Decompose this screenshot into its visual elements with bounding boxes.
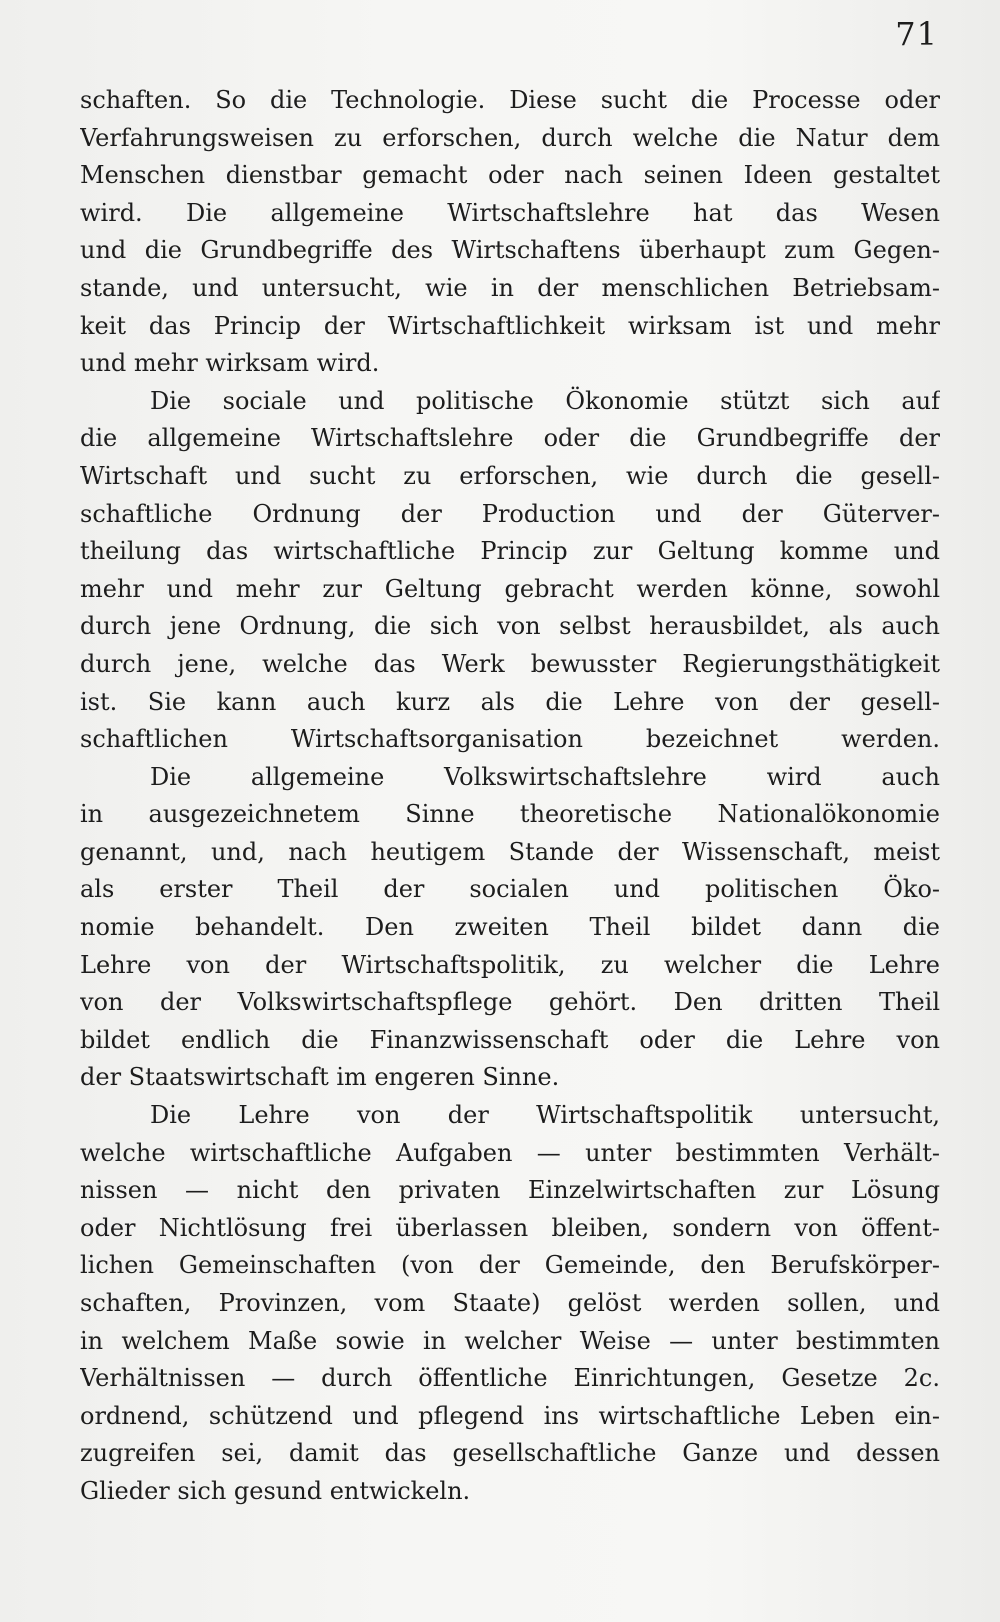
text-line: wird. Die allgemeine Wirtschaftslehre hat das Wesen	[80, 198, 940, 227]
text-line: zugreifen sei, damit das gesellschaftliche Ganze und dessen	[80, 1439, 940, 1468]
text-line: schaftlichen Wirtschaftsorganisation bezeichnet werden.	[80, 725, 940, 754]
text-line: die allgemeine Wirtschaftslehre oder die Grundbegriffe der	[80, 424, 940, 453]
text-line: bildet endlich die Finanzwissenschaft oder die Lehre von	[80, 1025, 940, 1054]
text-line: Lehre von der Wirtschaftspolitik, zu welcher die Lehre	[80, 950, 940, 979]
text-line: Verhältnissen — durch öffentliche Einrichtungen, Gesetze 2c.	[80, 1364, 940, 1393]
text-line: Verfahrungsweisen zu erforschen, durch welche die Natur dem	[80, 123, 940, 152]
text-line: der Staatswirtschaft im engeren Sinne.	[80, 1063, 560, 1092]
text-line: nomie behandelt. Den zweiten Theil bildet dann die	[80, 913, 940, 942]
text-line: als erster Theil der socialen und politischen Öko-	[80, 875, 940, 904]
text-line: Menschen dienstbar gemacht oder nach seinen Ideen gestaltet	[80, 161, 940, 190]
text-line: Die Lehre von der Wirtschaftspolitik untersucht,	[150, 1101, 940, 1130]
text-line: und mehr wirksam wird.	[80, 349, 380, 378]
text-line: Glieder sich gesund entwickeln.	[80, 1476, 471, 1505]
text-line: Die allgemeine Volkswirtschaftslehre wird auch	[150, 762, 940, 791]
text-line: schaften. So die Technologie. Diese sucht die Processe oder	[80, 86, 940, 114]
text-line: genannt, und, nach heutigem Stande der Wissenschaft, meist	[80, 837, 940, 866]
text-line: und die Grundbegriffe des Wirtschaftens überhaupt zum Gegen-	[80, 236, 940, 265]
text-line: oder Nichtlösung frei überlassen bleiben, sondern von öffent-	[80, 1213, 940, 1242]
text-line: schaftliche Ordnung der Production und der Güterver-	[80, 499, 940, 528]
body-text	[80, 82, 940, 1511]
text-line: lichen Gemeinschaften (von der Gemeinde, den Berufskörper-	[80, 1251, 940, 1280]
text-line: in ausgezeichnetem Sinne theoretische Nationalökonomie	[80, 800, 940, 829]
text-line: von der Volkswirtschaftspflege gehört. Den dritten Theil	[80, 988, 940, 1017]
page-number: 71	[895, 15, 938, 53]
paragraph	[80, 1097, 940, 1511]
text-line: durch jene, welche das Werk bewusster Regierungsthätigkeit	[80, 649, 940, 678]
text-line: in welchem Maße sowie in welcher Weise — unter bestimmten	[80, 1326, 940, 1355]
text-line: nissen — nicht den privaten Einzelwirtschaften zur Lösung	[80, 1176, 940, 1205]
paragraph	[80, 759, 940, 1097]
text-line: stande, und untersucht, wie in der menschlichen Betriebsam-	[80, 273, 940, 302]
text-line: theilung das wirtschaftliche Princip zur Geltung komme und	[80, 537, 940, 566]
text-line: mehr und mehr zur Geltung gebracht werden könne, sowohl	[80, 574, 940, 603]
text-line: Die sociale und politische Ökonomie stützt sich auf	[150, 386, 940, 415]
text-line: ordnend, schützend und pflegend ins wirtschaftliche Leben ein-	[80, 1401, 940, 1430]
text-line: Wirtschaft und sucht zu erforschen, wie durch die gesell-	[80, 461, 940, 490]
paragraph	[80, 383, 940, 759]
paragraph	[80, 82, 940, 383]
text-line: ist. Sie kann auch kurz als die Lehre von der gesell-	[80, 687, 940, 716]
text-line: schaften, Provinzen, vom Staate) gelöst werden sollen, und	[80, 1289, 940, 1317]
text-line: welche wirtschaftliche Aufgaben — unter bestimmten Verhält-	[80, 1138, 940, 1167]
text-line: durch jene Ordnung, die sich von selbst herausbildet, als auch	[80, 612, 940, 641]
text-line: keit das Princip der Wirtschaftlichkeit wirksam ist und mehr	[80, 311, 940, 340]
